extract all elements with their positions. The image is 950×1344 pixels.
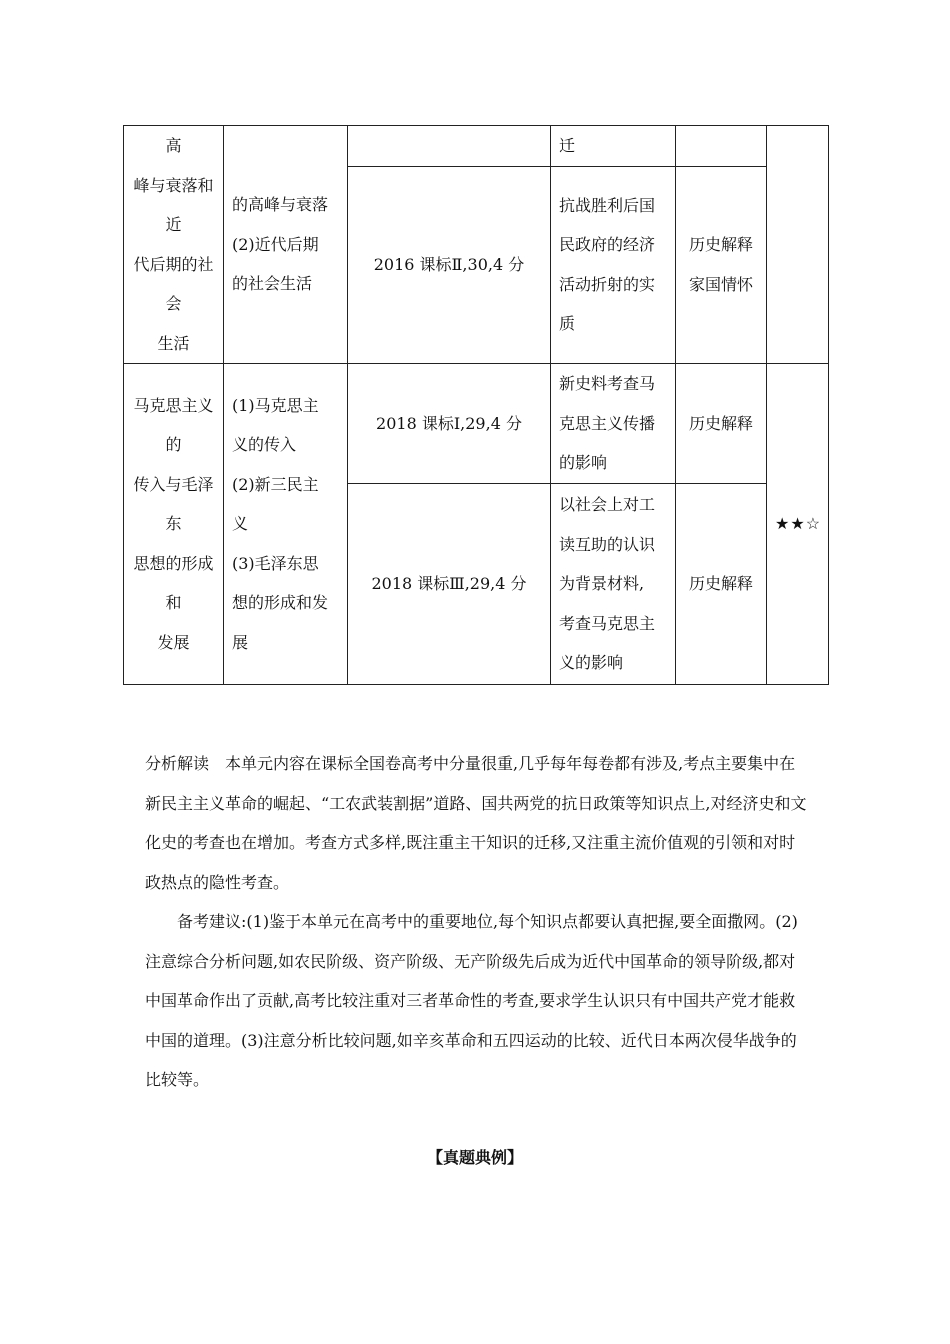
literacy-cell: 历史解释 <box>676 364 767 484</box>
analysis-section <box>145 744 810 1100</box>
content-cell: 的高峰与衰落 (2)近代后期 的社会生活 <box>224 126 348 364</box>
syllabus-table <box>123 125 829 685</box>
literacy-cell <box>676 126 767 167</box>
literacy-cell: 历史解释 <box>676 484 767 685</box>
rating-cell <box>767 126 829 364</box>
section-heading: 【真题典例】 <box>426 1148 523 1167</box>
analysis-paragraph: 分析解读 本单元内容在课标全国卷高考中分量很重,几乎每年每卷都有涉及,考点主要集中在新民主主义革命的崛起、“工农武装割据”道路、国共两党的抗日政策等知识点上,对经济史和文化史的考查也在增加。考查方式多样,既注重主干知识的迁移,又注重主流价值观的引领和对时政热点的隐性考查。 <box>145 754 807 892</box>
table-row <box>124 126 829 167</box>
focus-cell: 新史料考查马 克思主义传播 的影响 <box>551 364 676 484</box>
source-cell: 2018 课标Ⅰ,29,4 分 <box>348 364 551 484</box>
focus-cell: 以社会上对工 读互助的认识 为背景材料, 考查马克思主 义的影响 <box>551 484 676 685</box>
source-cell <box>348 126 551 167</box>
focus-cell: 迁 <box>551 126 676 167</box>
exam-advice-paragraph: 备考建议:(1)鉴于本单元在高考中的重要地位,每个知识点都要认真把握,要全面撒网。(2)注意综合分析问题,如农民阶级、资产阶级、无产阶级先后成为近代中国革命的领导阶级,都对中国革命作出了贡献,高考比较注重对三者革命性的考查,要求学生认识只有中国共产党才能救中国的道理。(3)注意分析比较问题,如辛亥革命和五四运动的比较、近代日本两次侵华战争的比较等。 <box>145 912 798 1089</box>
source-cell: 2016 课标Ⅱ,30,4 分 <box>348 166 551 363</box>
literacy-cell: 历史解释 家国情怀 <box>676 166 767 363</box>
topic-cell: 马克思主义 的 传入与毛泽 东 思想的形成 和 发展 <box>124 364 224 685</box>
table-row <box>124 364 829 484</box>
content-cell: (1)马克思主 义的传入 (2)新三民主 义 (3)毛泽东思 想的形成和发 展 <box>224 364 348 685</box>
topic-cell: 高 峰与衰落和 近 代后期的社 会 生活 <box>124 126 224 364</box>
star-rating: ★★☆ <box>767 364 829 685</box>
source-cell: 2018 课标Ⅲ,29,4 分 <box>348 484 551 685</box>
focus-cell: 抗战胜利后国 民政府的经济 活动折射的实 质 <box>551 166 676 363</box>
